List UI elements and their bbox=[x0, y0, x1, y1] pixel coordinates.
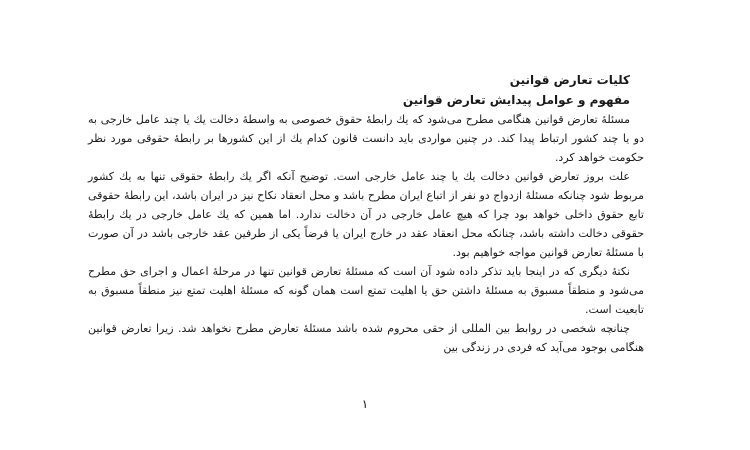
document-title: کلیات تعارض قوانین bbox=[509, 73, 630, 87]
paragraph-4: چنانچه شخصی در روابط بین المللی از حقی محروم شده باشد مسئلهٔ تعارض مطرح نخواهد شد. زیرا تعارض قوانین هنگامی بوجود می‌آید که فردی در زندگی بین bbox=[88, 322, 644, 354]
paragraph-2: علت بروز تعارض قوانین دخالت یك یا چند عامل خارجی است. توضیح آنکه اگر یك رابطهٔ حقوقی تنها به یك کشور مربوط شود چنانکه مسئلهٔ ازدواج دو نفر از اتباع ایران مطرح باشد و محل انعقاد نکاح نیز در ایران باشد، این رابطهٔ حقوقی تابع حقوق داخلی خواهد بود چرا که هیچ عامل خارجی در آن دخالت ندارد. اما همین که یك عامل خارجی در یك رابطهٔ حقوقی دخالت داشته باشد، چنانکه محل انعقاد عقد در خارج ایران یا فرضاً یکی از طرفین عقد خارجی باشد در آن صورت با مسئلهٔ تعارض قوانین مواجه خواهیم بود. bbox=[88, 170, 644, 259]
paragraph-1: مسئلهٔ تعارض قوانین هنگامی مطرح می‌شود که یك رابطهٔ حقوق خصوصی به واسطهٔ دخالت یك یا چند عامل خارجی به دو یا چند کشور ارتباط پیدا کند. در چنین مواردی باید دانست قانون کدام یك از این کشورها بر رابطهٔ حقوقی مورد نظر حکومت خواهد کرد. bbox=[88, 113, 644, 164]
document-body bbox=[88, 70, 644, 357]
page-number: ۱ bbox=[361, 397, 369, 411]
paragraph-3: نکتهٔ دیگری که در اینجا باید تذکر داده شود آن است که مسئلهٔ تعارض قوانین تنها در مرحلهٔ اعمال و اجرای حق مطرح می‌شود و منطقاً مسبوق به مسئلهٔ داشتن حق یا اهلیت تمتع است همان گونه که مسئلهٔ اهلیت تمتع نیز منطقاً مسبوق به تابعیت است. bbox=[88, 265, 644, 316]
section-heading: مفهوم و عوامل پیدایش تعارض قوانین bbox=[402, 93, 630, 107]
